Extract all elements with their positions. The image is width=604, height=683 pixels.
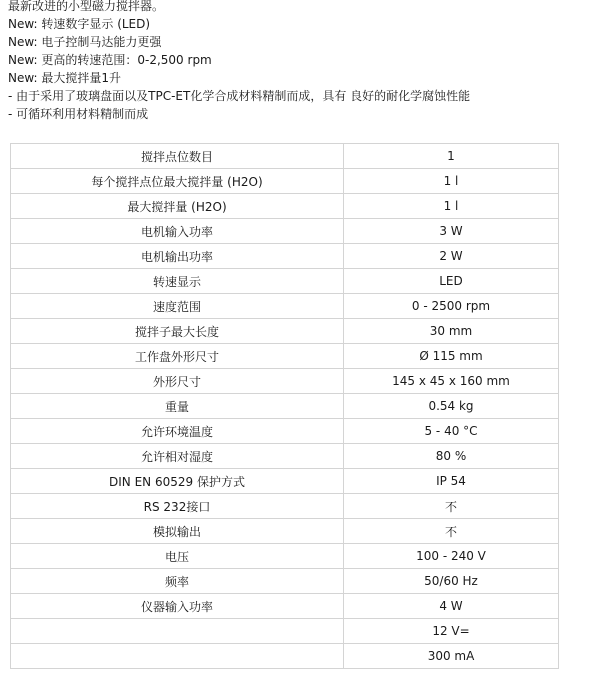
intro-line: New: 更高的转速范围：0-2,500 rpm: [8, 53, 212, 67]
intro-line: - 由于采用了玻璃盘面以及TPC-ET化学合成材料精制而成，具有 良好的耐化学腐蚀性能: [8, 89, 471, 103]
spec-label: 外形尺寸: [11, 369, 344, 394]
intro-line: 最新改进的小型磁力搅拌器。: [8, 0, 165, 13]
spec-value: 50/60 Hz: [344, 569, 559, 594]
table-row: [11, 444, 559, 469]
spec-label: 允许环境温度: [11, 419, 344, 444]
spec-value: 80 %: [344, 444, 559, 469]
intro-line: - 可循环利用材料精制而成: [8, 107, 149, 121]
table-row: [11, 419, 559, 444]
spec-value: 12 V=: [344, 619, 559, 644]
spec-label: DIN EN 60529 保护方式: [11, 469, 344, 494]
spec-label: 允许相对湿度: [11, 444, 344, 469]
spec-value: 100 - 240 V: [344, 544, 559, 569]
spec-value: 0 - 2500 rpm: [344, 294, 559, 319]
table-row: [11, 344, 559, 369]
table-row: [11, 319, 559, 344]
table-row: [11, 219, 559, 244]
table-row: [11, 619, 559, 644]
spec-value: 3 W: [344, 219, 559, 244]
table-row: [11, 169, 559, 194]
spec-value: 2 W: [344, 244, 559, 269]
spec-label: 搅拌点位数目: [11, 144, 344, 169]
spec-label: RS 232接口: [11, 494, 344, 519]
table-row: [11, 244, 559, 269]
spec-value: 不: [344, 494, 559, 519]
table-row: [11, 294, 559, 319]
intro-line: New: 最大搅拌量1升: [8, 71, 122, 85]
table-row: [11, 394, 559, 419]
spec-label: 重量: [11, 394, 344, 419]
table-row: [11, 269, 559, 294]
spec-value: LED: [344, 269, 559, 294]
spec-label: 速度范围: [11, 294, 344, 319]
spec-label: 电压: [11, 544, 344, 569]
intro-line: New: 转速数字显示 (LED): [8, 17, 151, 31]
spec-label: 每个搅拌点位最大搅拌量 (H2O): [11, 169, 344, 194]
intro-line: New: 电子控制马达能力更强: [8, 35, 162, 49]
spec-table: [10, 143, 559, 669]
table-row: [11, 519, 559, 544]
table-row: [11, 494, 559, 519]
spec-label: 转速显示: [11, 269, 344, 294]
spec-label: [11, 619, 344, 644]
spec-value: 4 W: [344, 594, 559, 619]
spec-label: 工作盘外形尺寸: [11, 344, 344, 369]
spec-value: 1 l: [344, 169, 559, 194]
spec-label: 仪器输入功率: [11, 594, 344, 619]
spec-value: 300 mA: [344, 644, 559, 669]
table-row: [11, 194, 559, 219]
spec-value: IP 54: [344, 469, 559, 494]
table-row: [11, 369, 559, 394]
table-row: [11, 594, 559, 619]
spec-value: 30 mm: [344, 319, 559, 344]
spec-value: 145 x 45 x 160 mm: [344, 369, 559, 394]
spec-label: 电机输入功率: [11, 219, 344, 244]
spec-label: 最大搅拌量 (H2O): [11, 194, 344, 219]
table-row: [11, 544, 559, 569]
spec-label: [11, 644, 344, 669]
table-row: [11, 144, 559, 169]
spec-label: 搅拌子最大长度: [11, 319, 344, 344]
spec-label: 电机输出功率: [11, 244, 344, 269]
spec-label: 模拟输出: [11, 519, 344, 544]
spec-value: 0.54 kg: [344, 394, 559, 419]
table-row: [11, 569, 559, 594]
spec-label: 频率: [11, 569, 344, 594]
spec-value: Ø 115 mm: [344, 344, 559, 369]
spec-value: 不: [344, 519, 559, 544]
table-row: [11, 644, 559, 669]
spec-value: 1: [344, 144, 559, 169]
product-intro: [8, 0, 598, 123]
spec-value: 1 l: [344, 194, 559, 219]
spec-value: 5 - 40 °C: [344, 419, 559, 444]
table-row: [11, 469, 559, 494]
